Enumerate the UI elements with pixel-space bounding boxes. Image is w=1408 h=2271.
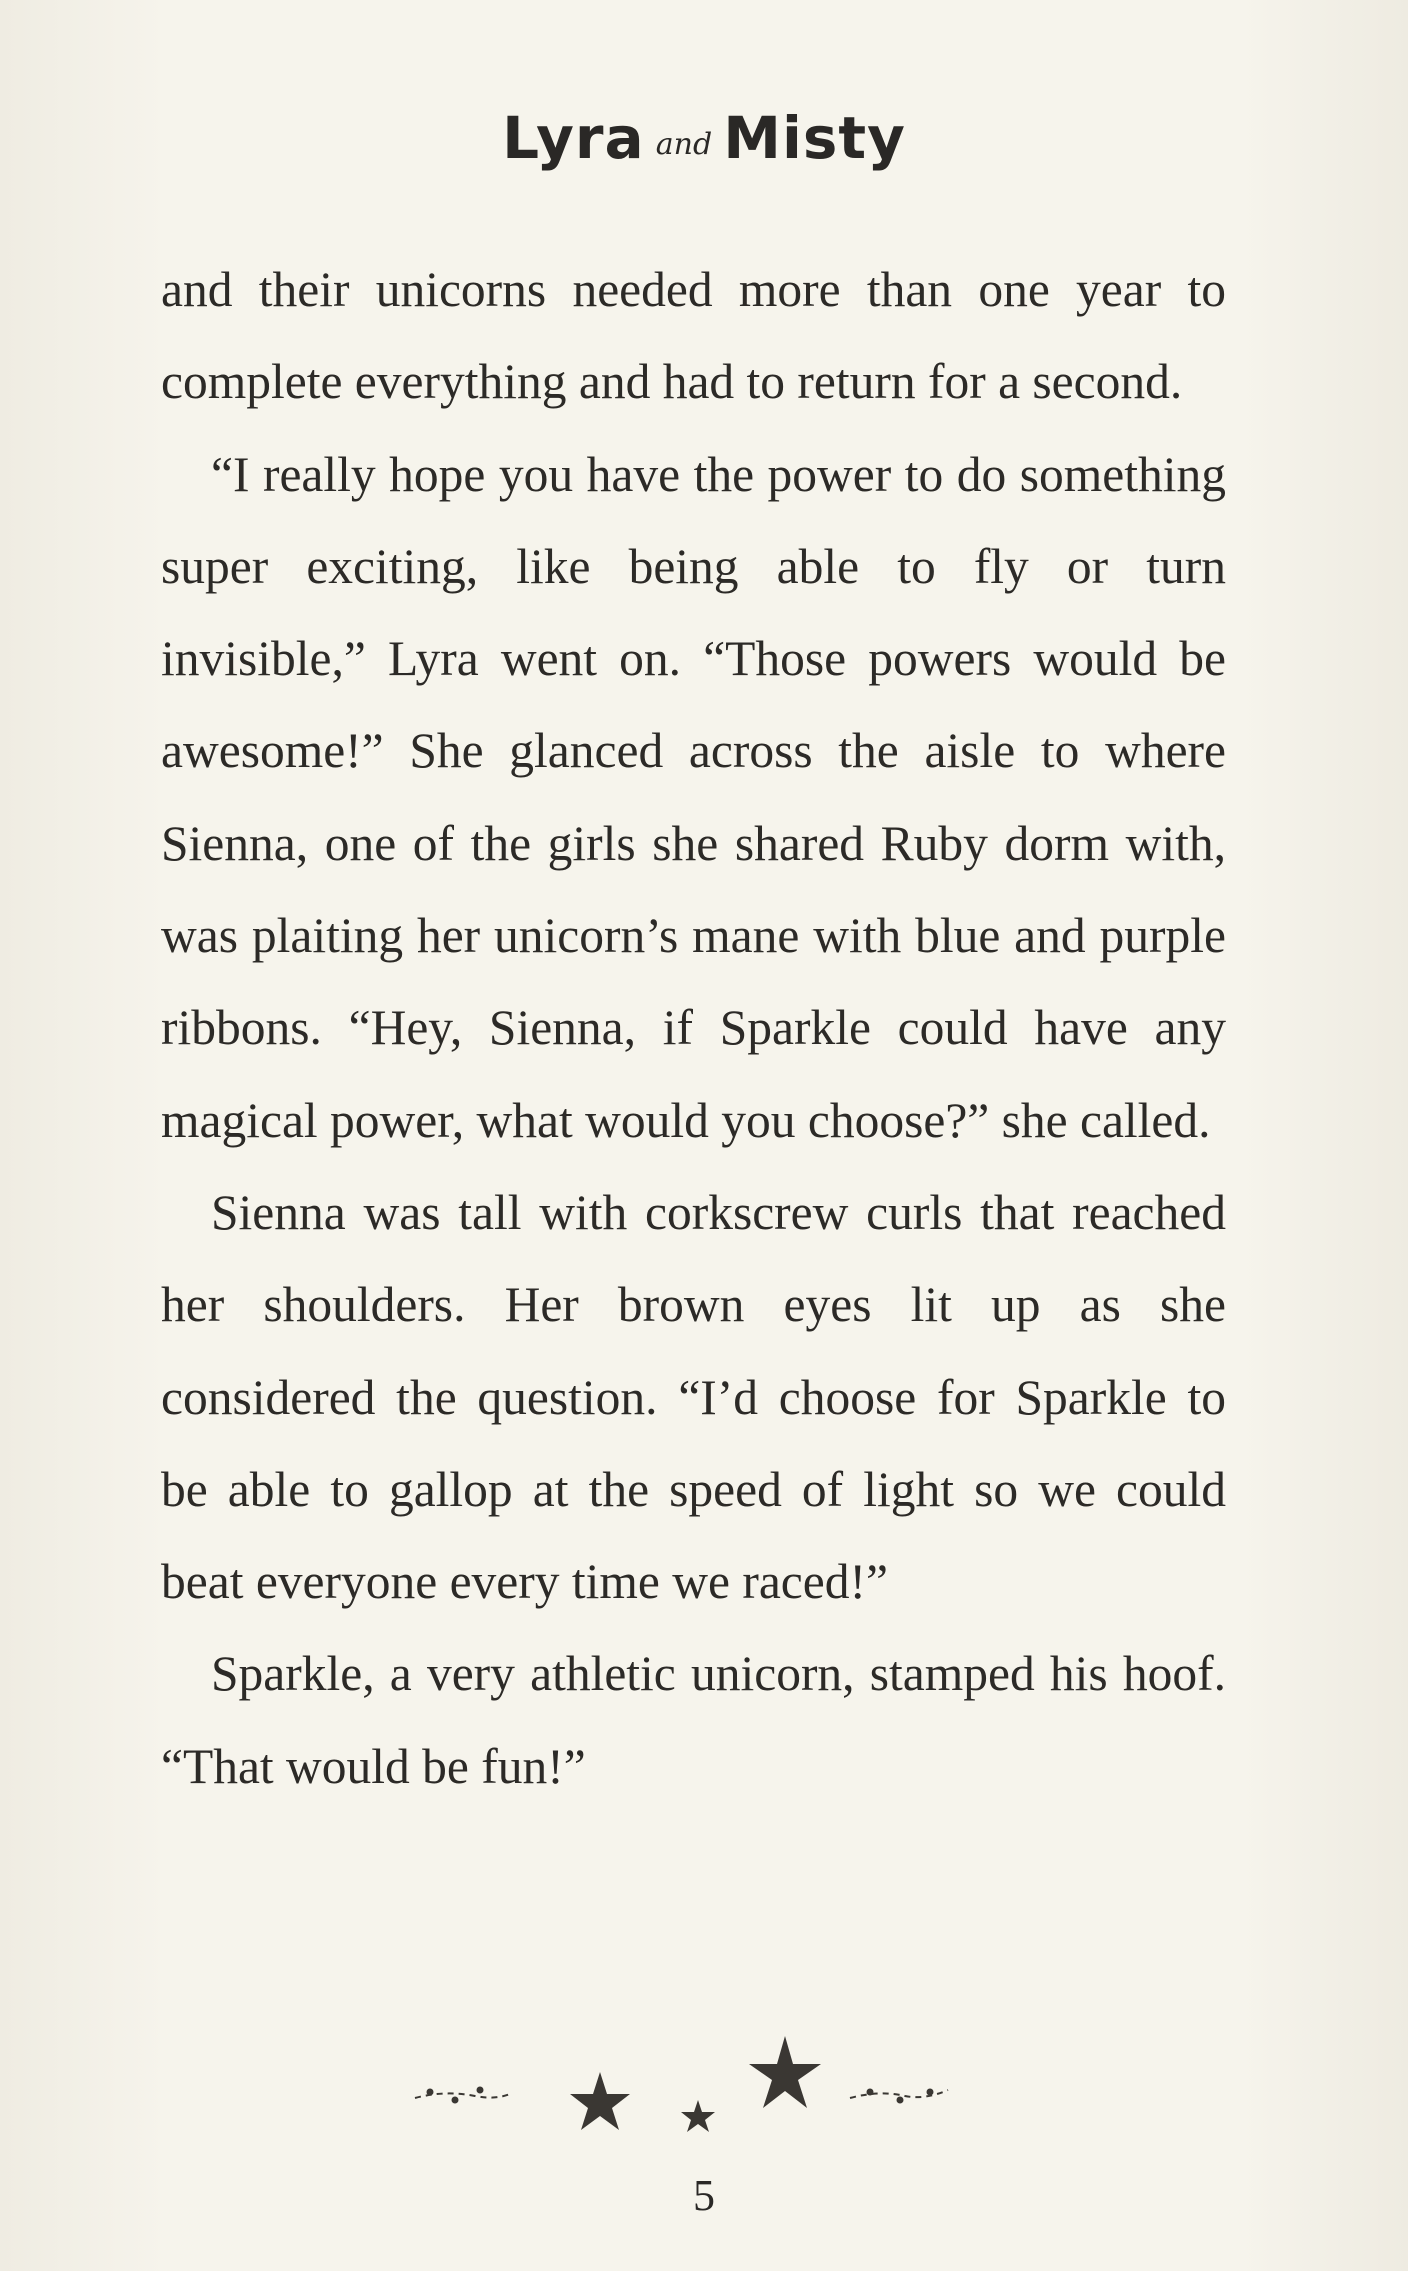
header-conjunction: and xyxy=(655,127,713,162)
paragraph: and their unicorns needed more than one year to complete everything and had to return for a second. xyxy=(161,262,1226,410)
running-header xyxy=(0,104,1408,172)
header-name-right: Misty xyxy=(723,104,906,172)
paragraph: “I really hope you have the power to do something super exciting, like being able to fly or turn invisible,” Lyra went on. “Those powers would be awesome!” She glanced across the aisle to where Sienna, one of the girls she shared Ruby dorm with, was plaiting her unicorn’s mane with blue and purple ribbons. “Hey, Sienna, if Sparkle could have any magical power, what would you choose?” she called. xyxy=(161,446,1226,1148)
paragraph: Sparkle, a very athletic unicorn, stamped his hoof. “That would be fun!” xyxy=(161,1646,1226,1794)
paragraph: Sienna was tall with corkscrew curls that reached her shoulders. Her brown eyes lit up as she considered the question. “I’d choose for Sparkle to be able to gallop at the speed of light so we could beat everyone every time we raced!” xyxy=(161,1184,1226,1610)
body-text xyxy=(161,244,1226,1813)
page-number: 5 xyxy=(693,2171,715,2220)
stars-and-sprigs-icon xyxy=(400,2030,960,2140)
header-name-left: Lyra xyxy=(502,104,645,172)
